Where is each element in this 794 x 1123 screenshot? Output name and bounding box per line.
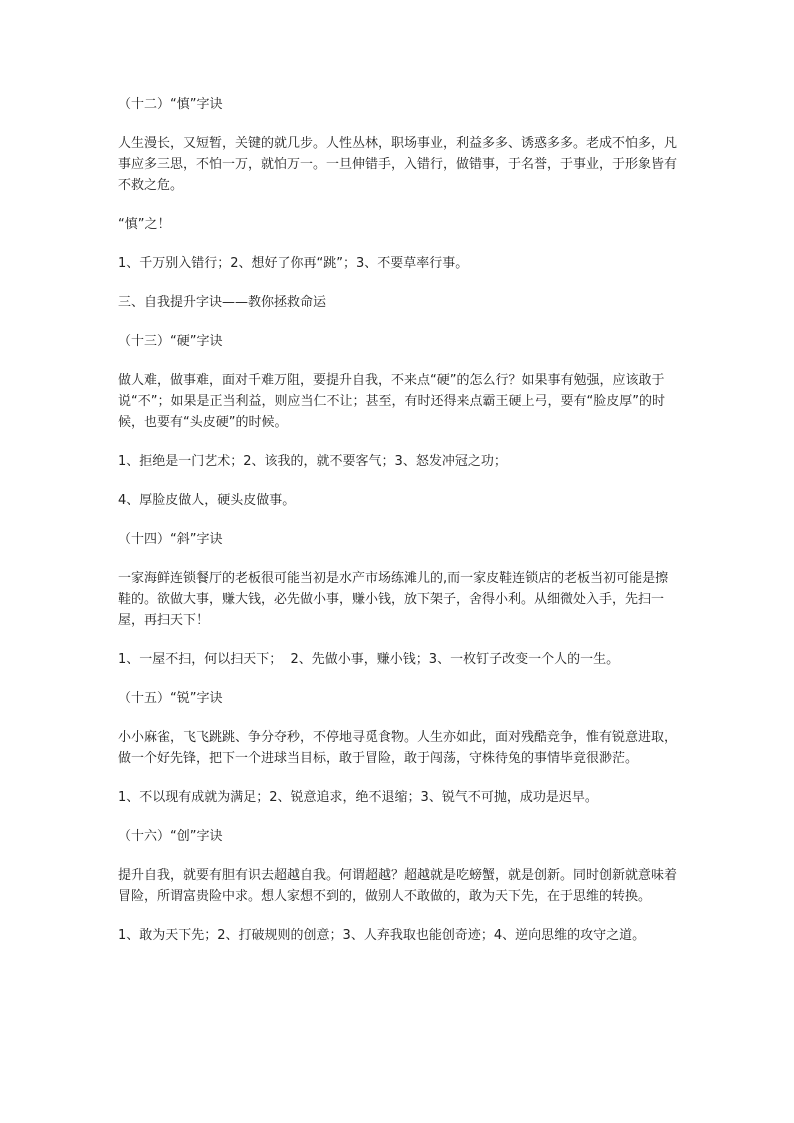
list-rui-points: 1、不以现有成就为满足；2、锐意追求，绝不退缩；3、锐气不可抛，成功是迟早。: [118, 790, 598, 805]
section-heading-ying: （十三）“硬”字诀: [118, 334, 223, 349]
section-heading-xie: （十四）“斜”字诀: [118, 532, 223, 547]
section-heading-shen: （十二）“慎”字诀: [118, 97, 223, 112]
paragraph-chuang-body: 提升自我，就要有胆有识去超越自我。何谓超越？超越就是吃螃蟹，就是创新。同时创新就意味着冒险，所谓富贵险中求。想人家想不到的，做别人不敢做的，敢为天下先，在于思维的转换。: [118, 868, 678, 904]
list-chuang-points: 1、敢为天下先；2、打破规则的创意；3、人弃我取也能创奇迹；4、逆向思维的攻守之道。: [118, 928, 646, 943]
chapter-heading-self-improvement: 三、自我提升字诀——教你拯救命运: [118, 295, 327, 310]
section-heading-chuang: （十六）“创”字诀: [118, 829, 223, 844]
paragraph-rui-body: 小小麻雀，飞飞跳跳、争分夺秒，不停地寻觅食物。人生亦如此，面对残酷竞争，惟有锐意进取，做一个好先锋，把下一个进球当目标，敢于冒险，敢于闯荡，守株待兔的事情毕竟很渺茫。: [118, 730, 678, 766]
list-xie-points: 1、一屋不扫，何以扫天下； 2、先做小事，赚小钱；3、一枚钉子改变一个人的一生。: [118, 652, 620, 667]
list-ying-points-2: 4、厚脸皮做人，硬头皮做事。: [118, 493, 296, 508]
paragraph-xie-body: 一家海鲜连锁餐厅的老板很可能当初是水产市场练滩儿的,而一家皮鞋连锁店的老板当初可能是擦鞋的。欲做大事，赚大钱，必先做小事，赚小钱，放下架子，舍得小利。从细微处入手，先扫一屋，再扫天下！: [118, 571, 669, 628]
paragraph-shen-body: 人生漫长，又短暂，关键的就几步。人性丛林，职场事业，利益多多、诱惑多多。老成不怕多，凡事应多三思，不怕一万，就怕万一。一旦伸错手，入错行，做错事，于名誉，于事业，于形象皆有不救之危。: [118, 136, 678, 193]
paragraph-ying-body: 做人难，做事难，面对千难万阻，要提升自我，不来点“硬”的怎么行？如果事有勉强，应该敢于说“不”；如果是正当利益，则应当仁不让；甚至，有时还得来点霸王硬上弓，要有“脸皮厚”的时候，也要有“头皮硬”的时候。: [118, 373, 665, 430]
list-ying-points-1: 1、拒绝是一门艺术；2、该我的，就不要客气；3、怒发冲冠之功；: [118, 454, 507, 469]
document-page: [118, 94, 678, 964]
paragraph-shen-exclaim: “慎”之！: [118, 217, 171, 232]
list-shen-points: 1、千万别入错行；2、想好了你再“跳”；3、不要草率行事。: [118, 256, 469, 271]
section-heading-rui: （十五）“锐”字诀: [118, 691, 223, 706]
